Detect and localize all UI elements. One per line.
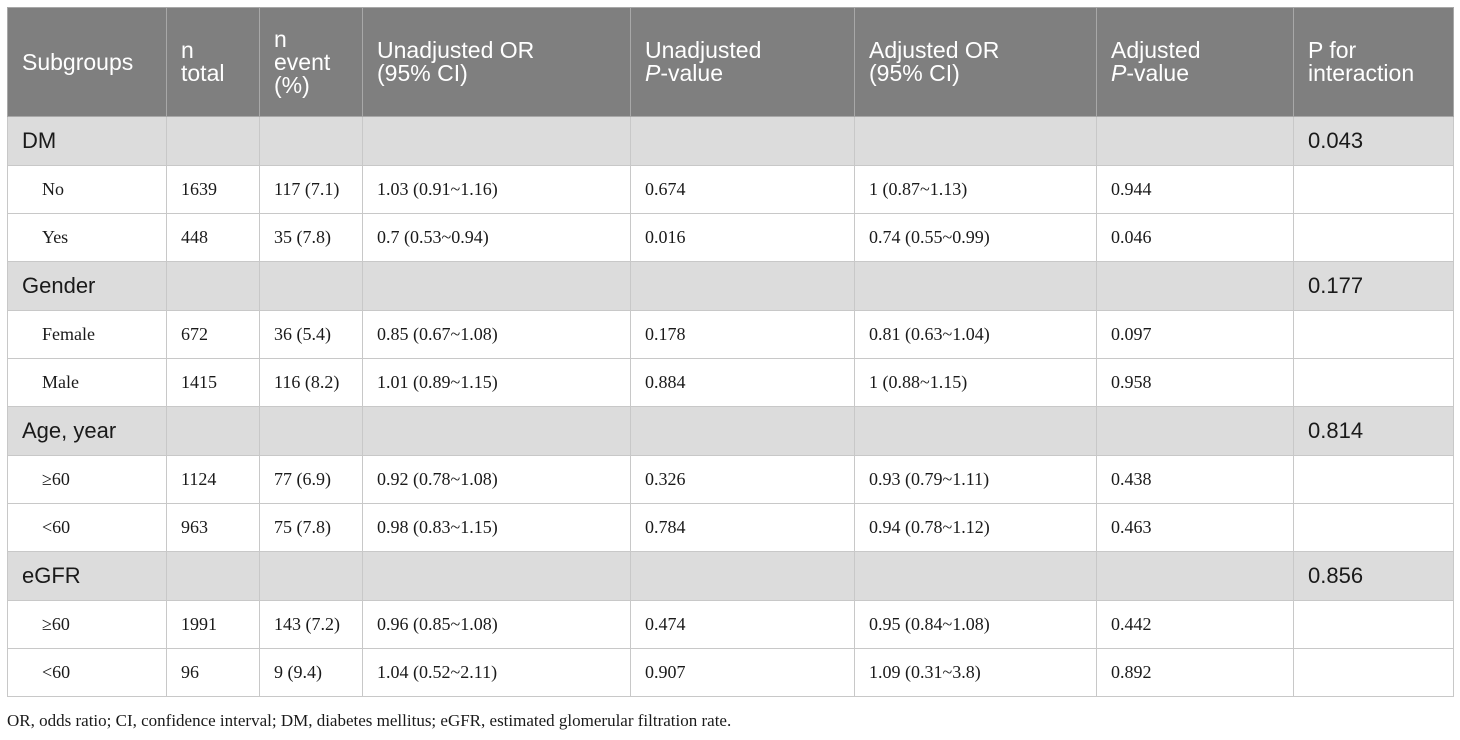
adjusted-or-cell: 1 (0.87~1.13) [855,166,1097,214]
empty-cell [363,117,631,166]
empty-cell [1294,649,1454,697]
unadjusted-p-cell: 0.784 [631,504,855,552]
col-header-n-event: n event (%) [260,8,363,117]
adjusted-p-cell: 0.463 [1097,504,1294,552]
empty-cell [631,407,855,456]
adjusted-p-cell: 0.442 [1097,601,1294,649]
empty-cell [167,407,260,456]
group-row [8,407,1454,456]
n-event-cell: 117 (7.1) [260,166,363,214]
n-event-cell: 9 (9.4) [260,649,363,697]
empty-cell [167,117,260,166]
n-total-cell: 1124 [167,456,260,504]
adjusted-p-cell: 0.438 [1097,456,1294,504]
empty-cell [855,117,1097,166]
col-header-unadjusted-or: Unadjusted OR (95% CI) [363,8,631,117]
adjusted-p-cell: 0.944 [1097,166,1294,214]
empty-cell [1294,166,1454,214]
header-row [8,8,1454,117]
empty-cell [167,552,260,601]
empty-cell [1097,407,1294,456]
col-header-n-total: n total [167,8,260,117]
subgroup-label: <60 [8,504,167,552]
empty-cell [631,552,855,601]
col-header-adjusted-p: Adjusted P-value [1097,8,1294,117]
n-event-cell: 36 (5.4) [260,311,363,359]
n-event-cell: 77 (6.9) [260,456,363,504]
unadjusted-or-cell: 0.98 (0.83~1.15) [363,504,631,552]
unadjusted-or-cell: 1.04 (0.52~2.11) [363,649,631,697]
unadjusted-or-cell: 0.92 (0.78~1.08) [363,456,631,504]
unadjusted-p-cell: 0.326 [631,456,855,504]
n-event-cell: 35 (7.8) [260,214,363,262]
empty-cell [260,552,363,601]
subgroup-analysis-table [7,7,1454,697]
n-total-cell: 1639 [167,166,260,214]
empty-cell [631,262,855,311]
n-event-cell: 116 (8.2) [260,359,363,407]
table-footnote: OR, odds ratio; CI, confidence interval; DM, diabetes mellitus; eGFR, estimated glomerular filtration rate. [7,711,732,730]
group-label: Gender [8,262,167,311]
empty-cell [1097,262,1294,311]
col-header-subgroups: Subgroups [8,8,167,117]
adjusted-or-cell: 1 (0.88~1.15) [855,359,1097,407]
unadjusted-or-cell: 1.03 (0.91~1.16) [363,166,631,214]
unadjusted-p-cell: 0.016 [631,214,855,262]
table-row [8,214,1454,262]
empty-cell [260,117,363,166]
n-event-cell: 143 (7.2) [260,601,363,649]
unadjusted-or-cell: 0.96 (0.85~1.08) [363,601,631,649]
group-row [8,552,1454,601]
adjusted-or-cell: 0.74 (0.55~0.99) [855,214,1097,262]
n-total-cell: 1991 [167,601,260,649]
table-row [8,649,1454,697]
adjusted-p-cell: 0.892 [1097,649,1294,697]
empty-cell [1294,359,1454,407]
table-row [8,456,1454,504]
subgroup-label: Male [8,359,167,407]
n-total-cell: 672 [167,311,260,359]
p-interaction-cell: 0.043 [1294,117,1454,166]
subgroup-label: No [8,166,167,214]
subgroup-label: ≥60 [8,601,167,649]
empty-cell [167,262,260,311]
empty-cell [260,262,363,311]
col-header-p-interaction: P for interaction [1294,8,1454,117]
p-interaction-cell: 0.856 [1294,552,1454,601]
unadjusted-or-cell: 1.01 (0.89~1.15) [363,359,631,407]
empty-cell [1097,117,1294,166]
empty-cell [1294,456,1454,504]
empty-cell [363,407,631,456]
subgroup-label: Female [8,311,167,359]
unadjusted-p-cell: 0.907 [631,649,855,697]
group-label: Age, year [8,407,167,456]
empty-cell [631,117,855,166]
empty-cell [1294,601,1454,649]
empty-cell [1294,214,1454,262]
unadjusted-p-cell: 0.474 [631,601,855,649]
p-interaction-cell: 0.177 [1294,262,1454,311]
unadjusted-or-cell: 0.7 (0.53~0.94) [363,214,631,262]
table-row [8,359,1454,407]
group-row [8,117,1454,166]
adjusted-or-cell: 0.94 (0.78~1.12) [855,504,1097,552]
adjusted-p-cell: 0.046 [1097,214,1294,262]
subgroup-label: Yes [8,214,167,262]
adjusted-or-cell: 0.93 (0.79~1.11) [855,456,1097,504]
group-label: eGFR [8,552,167,601]
n-total-cell: 448 [167,214,260,262]
empty-cell [1294,504,1454,552]
adjusted-p-cell: 0.097 [1097,311,1294,359]
table-row [8,504,1454,552]
empty-cell [855,407,1097,456]
adjusted-p-cell: 0.958 [1097,359,1294,407]
col-header-unadjusted-p: Unadjusted P-value [631,8,855,117]
table-row [8,601,1454,649]
p-interaction-cell: 0.814 [1294,407,1454,456]
unadjusted-or-cell: 0.85 (0.67~1.08) [363,311,631,359]
empty-cell [1097,552,1294,601]
unadjusted-p-cell: 0.674 [631,166,855,214]
unadjusted-p-cell: 0.884 [631,359,855,407]
adjusted-or-cell: 0.95 (0.84~1.08) [855,601,1097,649]
group-row [8,262,1454,311]
subgroup-label: ≥60 [8,456,167,504]
group-label: DM [8,117,167,166]
n-total-cell: 963 [167,504,260,552]
unadjusted-p-cell: 0.178 [631,311,855,359]
table-row [8,166,1454,214]
empty-cell [260,407,363,456]
adjusted-or-cell: 1.09 (0.31~3.8) [855,649,1097,697]
subgroup-label: <60 [8,649,167,697]
empty-cell [1294,311,1454,359]
n-event-cell: 75 (7.8) [260,504,363,552]
adjusted-or-cell: 0.81 (0.63~1.04) [855,311,1097,359]
empty-cell [855,552,1097,601]
col-header-adjusted-or: Adjusted OR (95% CI) [855,8,1097,117]
table-body [8,117,1454,697]
table-container [7,7,1453,697]
table-row [8,311,1454,359]
empty-cell [363,262,631,311]
n-total-cell: 1415 [167,359,260,407]
empty-cell [363,552,631,601]
empty-cell [855,262,1097,311]
n-total-cell: 96 [167,649,260,697]
